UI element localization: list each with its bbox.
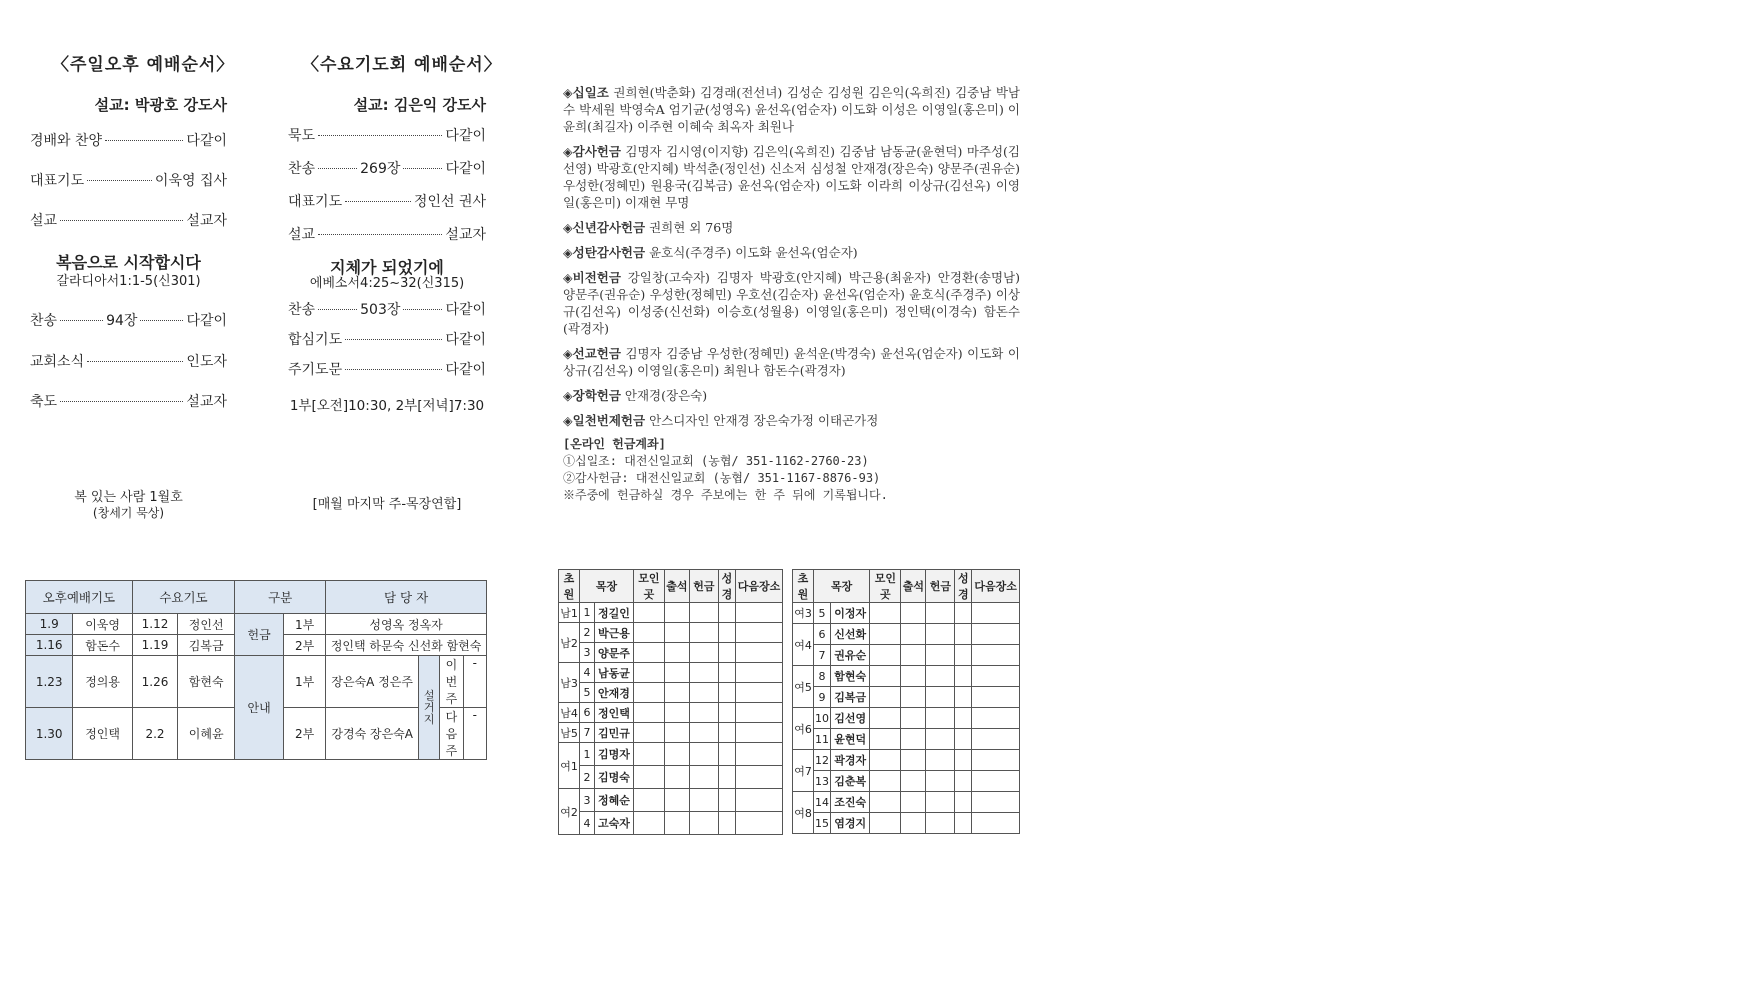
duty-row: 1.30 정인택 2.2 이혜윤 2부 강경숙 장은숙A 다음주 - — [26, 708, 487, 760]
table-row: 9 김복금 — [793, 687, 1020, 708]
table-row: 15 염경지 — [793, 813, 1020, 834]
attendance-table-right: 초원 목장 모인곳 출석 헌금 성경 다음장소 여3 5 이정자 여4 6 신선화 7 권유순 여5 8 함현숙 9 김복금 여6 10 김선영 11 윤현덕 여7 12 곽경자 13 김춘복 여8 14 조진숙 15 염경지 — [792, 569, 1020, 834]
table-row: 여1 1 김명자 — [559, 743, 783, 766]
sunday-title: 〈주일오후 예배순서〉 — [52, 55, 235, 75]
table-row: 여3 5 이정자 — [793, 603, 1020, 624]
attendance-table-left: 초원 목장 모인곳 출석 헌금 성경 다음장소 남1 1 정길인 남2 2 박근용 3 양문주 남3 4 남동균 5 안재경 남4 6 정인택 남5 7 김민규 여1 1 김명자 2 김명숙 여2 3 정혜순 4 고숙자 — [558, 569, 783, 835]
sunday-item-prayer: 대표기도 이욱영 집사 — [30, 173, 227, 189]
table-row: 2 김명숙 — [559, 766, 783, 789]
offering-vision: ◈비전헌금 강일창(고숙자) 김명자 박광호(안지혜) 박근용(최윤자) 안경환(송명남) 양문주(권유순) 우성한(정혜민) 우호선(김순자) 윤선옥(엄순자) 윤호식(주경주) 이상규(김선옥) 이성중(신선화) 이승호(성월용) 이영일(홍은미) 정인택(이경숙) 함돈수(곽경자) — [563, 270, 1020, 336]
wednesday-item-silent: 묵도 다같이 — [288, 128, 486, 144]
sunday-item-news: 교회소식 인도자 — [30, 354, 227, 370]
table-row: 5 안재경 — [559, 683, 783, 703]
wednesday-item-hymn1: 찬송 269장 다같이 — [288, 161, 487, 177]
table-row: 4 고숙자 — [559, 812, 783, 835]
duty-row: 1.9 이욱영 1.12 정인선 헌금 1부 성영옥 정옥자 — [26, 614, 487, 635]
blessed-title: 복 있는 사람 1월호 — [74, 490, 183, 505]
table-row: 여2 3 정혜순 — [559, 789, 783, 812]
table-row: 남4 6 정인택 — [559, 703, 783, 723]
online-line-tithe: ①십일조: 대전신일교회 (농협/ 351-1162-2760-23) — [563, 454, 869, 468]
table-row: 여5 8 함현숙 — [793, 666, 1020, 687]
offering-thanks: ◈감사헌금 김명자 김시영(이지향) 김은익(옥희진) 김중남 남동균(윤현덕) 마주성(김선영) 박광호(안지혜) 박석춘(정인선) 신소저 심성철 안재경(장은숙) 양문주(권유순) 우성한(정혜민) 원용국(김복금) 윤선옥(엄순자) 이도화 이라희 이상규(김선옥) 이영일(홍은미) 이재현 무명 — [563, 144, 1020, 210]
table-row: 남5 7 김민규 — [559, 723, 783, 743]
sunday-sermon-ref: 갈라디아서1:1-5(신301) — [56, 274, 201, 289]
table-row: 여8 14 조진숙 — [793, 792, 1020, 813]
online-accounts — [563, 436, 1023, 504]
wednesday-times: 1부[오전]10:30, 2부[저녁]7:30 — [289, 398, 485, 414]
offering-tithe: ◈십일조 권희현(박춘화) 김경래(전선녀) 김성순 김성원 김은익(옥희진) 김중남 박남수 박세원 박영숙A 엄기균(성영옥) 윤선옥(엄순자) 이도화 이성은 이영일(홍은미) 이윤희(최길자) 이주현 이혜숙 최옥자 최원나 — [563, 85, 1020, 134]
table-row: 여6 10 김선영 — [793, 708, 1020, 729]
duty-header-afternoon: 오후예배기도 — [26, 581, 133, 614]
offering-christmas: ◈성탄감사헌금 윤호식(주경주) 이도화 윤선옥(엄순자) — [563, 245, 858, 260]
table-row: 11 윤현덕 — [793, 729, 1020, 750]
online-title: [온라인 헌금계좌] — [563, 437, 666, 451]
wednesday-sermon-ref: 에베소서4:25~32(신315) — [309, 276, 465, 291]
duty-header-category: 구분 — [235, 581, 326, 614]
duty-clean: 설거지 — [419, 656, 440, 760]
blessed-subtitle: (창세기 묵상) — [92, 506, 165, 520]
sunday-sermon-title: 복음으로 시작합시다 — [56, 253, 201, 272]
sunday-preacher: 설교: 박광호 강도사 — [94, 96, 227, 114]
wednesday-item-lords-prayer: 주기도문 다같이 — [288, 362, 486, 378]
table-row: 여4 6 신선화 — [793, 624, 1020, 645]
wednesday-item-hymn2: 찬송 503장 다같이 — [288, 302, 487, 318]
table-row: 3 양문주 — [559, 643, 783, 663]
wednesday-sermon-title: 지체가 되었기에 — [330, 258, 444, 277]
wednesday-note: [매월 마지막 주-목장연합] — [312, 497, 462, 512]
sunday-item-benediction: 축도 설교자 — [30, 394, 227, 410]
online-line-note: ※주중에 헌금하실 경우 주보에는 한 주 뒤에 기록됩니다. — [563, 488, 888, 502]
offering-scholarship: ◈장학헌금 안재경(장은숙) — [563, 388, 708, 403]
table-row: 남3 4 남동균 — [559, 663, 783, 683]
wednesday-preacher: 설교: 김은익 강도사 — [353, 96, 486, 114]
table-row: 남1 1 정길인 — [559, 603, 783, 623]
offering-mission: ◈선교헌금 김명자 김중남 우성한(정혜민) 윤석운(박경숙) 윤선옥(엄순자) 이도화 이상규(김선옥) 이영일(홍은미) 최원나 함돈수(곽경자) — [563, 346, 1020, 378]
table-row: 남2 2 박근용 — [559, 623, 783, 643]
online-line-thanks: ②감사헌금: 대전신일교회 (농협/ 351-1167-8876-93) — [563, 471, 881, 485]
table-row: 여7 12 곽경자 — [793, 750, 1020, 771]
wednesday-title: 〈수요기도회 예배순서〉 — [302, 55, 502, 75]
duty-row: 1.23 정의용 1.26 함현숙 안내 1부 장은숙A 정은주 설거지 이번주 - — [26, 656, 487, 708]
offerings-list — [563, 84, 1020, 437]
offering-thousand: ◈일천번제헌금 안스디자인 안재경 장은숙가정 이태곤가정 — [563, 413, 879, 428]
duty-header-staff: 담 당 자 — [326, 581, 487, 614]
duty-header-wednesday: 수요기도 — [132, 581, 234, 614]
table-row: 13 김춘복 — [793, 771, 1020, 792]
sunday-item-praise: 경배와 찬양 다같이 — [30, 133, 227, 149]
table-row: 7 권유순 — [793, 645, 1020, 666]
wednesday-item-prayer: 대표기도 정인선 권사 — [288, 194, 486, 210]
offering-newyear: ◈신년감사헌금 권희현 외 76명 — [563, 220, 734, 235]
duty-group-offering: 헌금 — [235, 614, 284, 656]
duty-table — [25, 580, 487, 760]
duty-row: 1.16 함돈수 1.19 김복금 2부 정인택 하문숙 신선화 함현숙 — [26, 635, 487, 656]
wednesday-item-sermon: 설교 설교자 — [288, 227, 486, 243]
sunday-item-hymn: 찬송 94장 다같이 — [30, 313, 228, 329]
wednesday-item-unison: 합심기도 다같이 — [288, 332, 486, 348]
sunday-item-sermon: 설교 설교자 — [30, 213, 227, 229]
duty-group-usher: 안내 — [235, 656, 284, 760]
